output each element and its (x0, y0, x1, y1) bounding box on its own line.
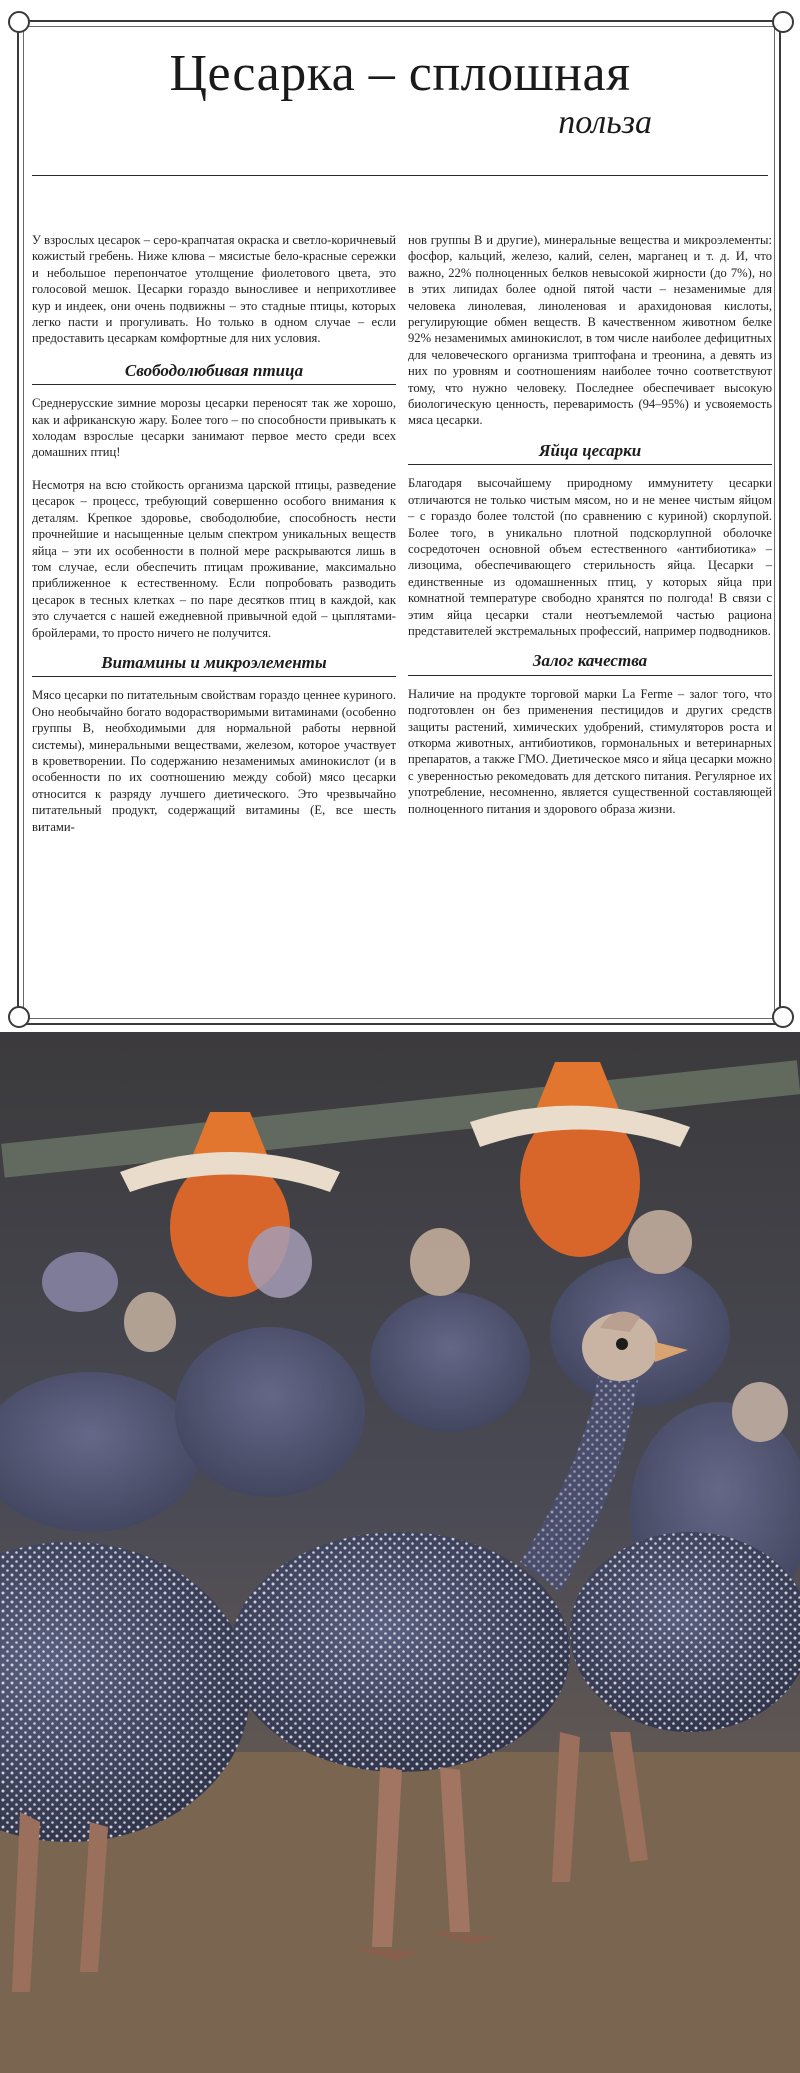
eggs-paragraph: Благодаря высочайшему природному иммунитету цесарки отличаются не только чистым мясом, но и не менее чистым яйцом – с гораздо более толстой (по сравнению с куриной) скорлупой. Более того, в уникально плотной подскорлупной оболочке сосредоточен основной объем естественного «антибиотика» – лизоцима, обеспечивающего стерильность яйца. Цесарки – единственные из одомашненных птиц, у которых яйца при комнатной температуре свободно хранятся по полгода! В связи с этим яйца цесарки стали неотъемлемой частью рациона представителей экстремальных профессий, например подводников. (408, 476, 772, 638)
article-subtitle: польза (558, 104, 652, 141)
vitamins-paragraph-part-1: Мясо цесарки по питательным свойствам гораздо ценнее куриного. Оно необычайно богато водорастворимыми витаминами (особенно группы В, необходимыми для нормальной работы нервной системы), минеральными веществами, железом, которое участвует в кроветворении. По содержанию незаменимых аминокислот (и в особенности по их соотношению между собой) мясо цесарки относится к разряду лучшего диетического. Это чрезвычайно питательный продукт, содержащий витамины (Е, все шесть витами- (32, 688, 396, 834)
guinea-fowl-flock-photo (0, 1032, 800, 2073)
quality-paragraph: Наличие на продукте торговой марки La Ferme – залог того, что подготовлен он без применения пестицидов и других средств защиты растений, химических удобрений, стимуляторов роста и откорма животных, антибиотиков, гормональных и ветеринарных препаратов, а также ГМО. Диетическое мясо и яйца цесарки можно с уверенностью рекомедовать для детского питания. Регулярное их употребление, несомненно, является существенной составляющей полноценного питания и здорового образа жизни. (408, 686, 772, 816)
frame-corner-ornament (8, 11, 30, 33)
section-heading-quality: Залог качества (408, 653, 772, 675)
frame-corner-ornament (772, 11, 794, 33)
vitamins-paragraph-part-2: нов группы В и другие), минеральные вещества и микроэлементы: фосфор, кальций, железо, калий, селен, марганец и т. д. И, что важно, 22% полноценных белков невысокой жирности (до 7%), но в этих липидах более одной пятой части – незаменимые для человека линолевая, линоленовая и арахидоновая кислоты, регулирующие обмен веществ. В качественном животном белке 92% незаменимых аминокислот, в том числе наиболее дефицитных для человеческого организма триптофана и треонина, а девять из них по уровням и соотношениям наиболее точно соответствуют тому, что нужно человеку. Последнее обеспечивает высокую биологическую ценность, переваримость (94–95%) и усвояемость мяса цесарки. (408, 233, 772, 428)
section-heading-vitamins: Витамины и микроэлементы (32, 655, 396, 677)
left-column (32, 232, 396, 851)
guinea-fowl-illustration (0, 1032, 800, 2073)
article-title: Цесарка – сплошная (169, 45, 631, 102)
section-heading-eggs: Яйца цесарки (408, 443, 772, 465)
frame-corner-ornament (8, 1006, 30, 1028)
section-heading-freedom: Свободолюбивая птица (32, 363, 396, 385)
title-divider (32, 175, 768, 176)
intro-paragraph: У взрослых цесарок – серо-крапчатая окраска и светло-коричневый кожистый гребень. Ниже клюва – мясистые бело-красные сережки и небольшое перепончатое утолщение фиолетового цвета, это голосовой мешок. Цесарки гораздо выносливее и неприхотливее кур и индеек, они очень подвижны – это стадные птицы, которых легко пасти и прогуливать. Но только в одном случае – если предоставить цесаркам комфортные для них условия. (32, 233, 396, 346)
right-column (408, 232, 772, 833)
frame-corner-ornament (772, 1006, 794, 1028)
freedom-paragraph-2: Несмотря на всю стойкость организма царской птицы, разведение цесарок – процесс, требующий совершенно особого внимания к деталям. Крепкое здоровье, свободолюбие, способность нести прочнейшие и насыщенные целым спектром уникальных веществ яйца – эти их особенности в полной мере раскрываются лишь в том случае, если обеспечить птицам проживание, максимально приближенное к естественному. Если попробовать разводить цесарок в тесных клетках – по паре десятков птиц в каждой, как это случается с нашей ежедневной привычной едой – цыплятами-бройлерами, то просто ничего не получится. (32, 477, 396, 640)
freedom-paragraph-1: Среднерусские зимние морозы цесарки переносят так же хорошо, как и африканскую жару. Более того – по способности привыкать к холодам взрослые цесарки занимают первое место среди всех домашних птиц! (32, 396, 396, 460)
